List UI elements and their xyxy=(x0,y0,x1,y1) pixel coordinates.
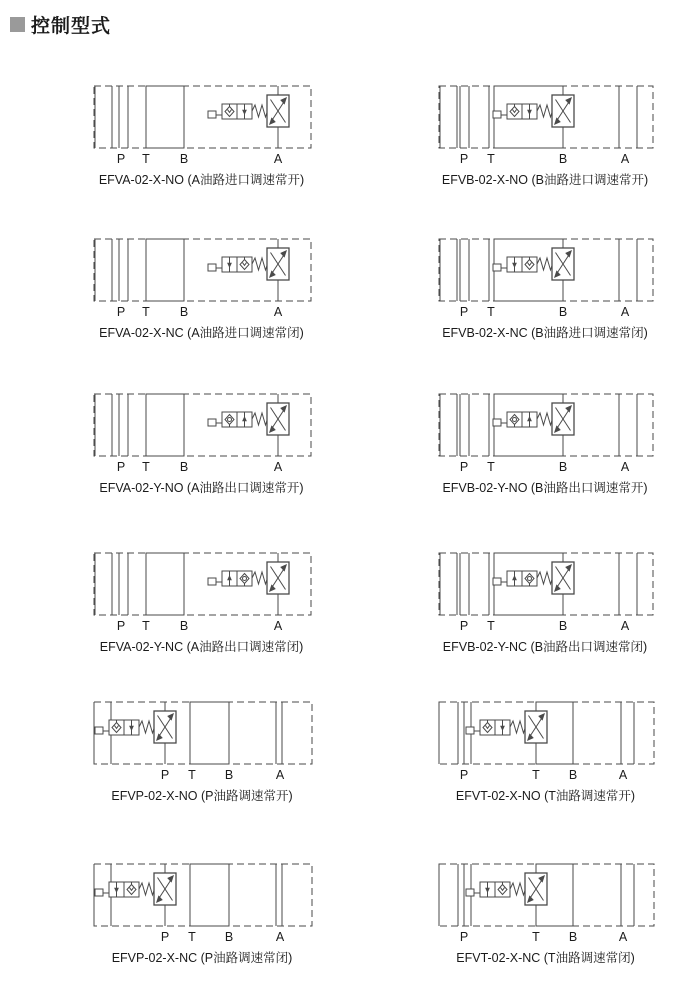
port-label-P: P xyxy=(459,768,469,782)
diagram-EFVT-02-X-NO xyxy=(438,701,659,803)
directional-valve-icon xyxy=(222,104,252,119)
schematic xyxy=(438,85,658,167)
port-label-A: A xyxy=(618,768,628,782)
diagram-caption: EFVA-02-Y-NC (A油路出口调速常闭) xyxy=(99,640,304,654)
diagram-caption: EFVP-02-X-NO (P油路调速常开) xyxy=(111,789,293,803)
port-label-A: A xyxy=(620,305,630,319)
port-label-P: P xyxy=(160,768,170,782)
port-label-T: T xyxy=(142,305,150,319)
schematic xyxy=(438,393,658,475)
schematic xyxy=(93,85,316,167)
port-label-P: P xyxy=(459,305,469,319)
diagram-EFVA-02-Y-NO xyxy=(93,393,316,495)
port-label-T: T xyxy=(188,930,196,944)
lever-icon xyxy=(208,111,222,118)
directional-valve-icon xyxy=(222,412,252,427)
port-label-T: T xyxy=(487,305,495,319)
schematic xyxy=(93,393,316,475)
diagram-EFVB-02-X-NO xyxy=(438,85,658,187)
lever-icon xyxy=(95,889,109,896)
spring-icon xyxy=(139,883,155,895)
port-label-B: B xyxy=(568,768,578,782)
port-label-A: A xyxy=(273,619,283,633)
diagram-EFVA-02-X-NO xyxy=(93,85,316,187)
directional-valve-icon xyxy=(507,104,537,119)
port-label-T: T xyxy=(487,460,495,474)
diagram-caption: EFVB-02-Y-NO (B油路出口调速常开) xyxy=(442,481,648,495)
section-header xyxy=(10,11,111,38)
spring-icon xyxy=(252,572,268,584)
throttle-icon xyxy=(552,248,574,280)
valve-symbol xyxy=(208,95,289,127)
diagram-EFVB-02-Y-NO xyxy=(438,393,658,495)
lever-icon xyxy=(95,727,109,734)
port-label-B: B xyxy=(558,305,568,319)
port-label-T: T xyxy=(142,152,150,166)
diagram-EFVT-02-X-NC xyxy=(438,863,659,965)
port-label-B: B xyxy=(558,152,568,166)
schematic xyxy=(93,701,317,783)
throttle-icon xyxy=(154,711,176,743)
throttle-icon xyxy=(267,403,289,435)
lever-icon xyxy=(493,111,507,118)
lever-icon xyxy=(493,578,507,585)
valve-symbol xyxy=(208,403,289,435)
spring-icon xyxy=(510,883,526,895)
port-label-A: A xyxy=(618,930,628,944)
port-label-P: P xyxy=(116,460,126,474)
port-label-P: P xyxy=(116,305,126,319)
valve-symbol xyxy=(493,562,574,594)
diagram-caption: EFVA-02-Y-NO (A油路出口调速常开) xyxy=(99,481,304,495)
port-label-A: A xyxy=(273,305,283,319)
diagram-EFVP-02-X-NO xyxy=(93,701,317,803)
port-label-P: P xyxy=(459,460,469,474)
valve-symbol xyxy=(493,403,574,435)
spring-icon xyxy=(537,413,553,425)
directional-valve-icon xyxy=(507,257,537,272)
spring-icon xyxy=(252,413,268,425)
throttle-icon xyxy=(552,562,574,594)
lever-icon xyxy=(493,419,507,426)
diagram-caption: EFVA-02-X-NC (A油路进口调速常闭) xyxy=(99,326,304,340)
port-label-B: B xyxy=(558,619,568,633)
port-label-B: B xyxy=(568,930,578,944)
directional-valve-icon xyxy=(109,882,139,897)
valve-symbol xyxy=(493,95,574,127)
lever-icon xyxy=(208,419,222,426)
throttle-icon xyxy=(154,873,176,905)
port-label-P: P xyxy=(459,152,469,166)
port-label-P: P xyxy=(459,930,469,944)
port-label-P: P xyxy=(116,152,126,166)
port-label-A: A xyxy=(620,619,630,633)
lever-icon xyxy=(208,264,222,271)
diagram-caption: EFVB-02-X-NO (B油路进口调速常开) xyxy=(441,173,649,187)
section-bullet-icon xyxy=(10,17,25,32)
valve-symbol xyxy=(466,873,547,905)
port-label-T: T xyxy=(487,152,495,166)
port-label-B: B xyxy=(179,305,189,319)
spring-icon xyxy=(537,105,553,117)
lever-icon xyxy=(493,264,507,271)
schematic xyxy=(438,863,659,945)
directional-valve-icon xyxy=(222,257,252,272)
lever-icon xyxy=(466,727,480,734)
directional-valve-icon xyxy=(222,571,252,586)
diagram-caption: EFVT-02-X-NO (T油路调速常开) xyxy=(455,789,636,803)
lever-icon xyxy=(466,889,480,896)
port-label-T: T xyxy=(532,930,540,944)
schematic xyxy=(438,238,658,320)
throttle-icon xyxy=(552,403,574,435)
port-label-B: B xyxy=(224,768,234,782)
diagram-caption: EFVA-02-X-NO (A油路进口调速常开) xyxy=(98,173,305,187)
section-title: 控制型式 xyxy=(31,16,112,37)
directional-valve-icon xyxy=(507,571,537,586)
spring-icon xyxy=(510,721,526,733)
port-label-B: B xyxy=(179,460,189,474)
schematic xyxy=(438,701,659,783)
valve-symbol xyxy=(95,873,176,905)
spring-icon xyxy=(537,572,553,584)
diagram-EFVP-02-X-NC xyxy=(93,863,317,965)
port-label-B: B xyxy=(224,930,234,944)
port-label-A: A xyxy=(273,152,283,166)
lever-icon xyxy=(208,578,222,585)
schematic xyxy=(93,238,316,320)
spring-icon xyxy=(252,105,268,117)
port-label-P: P xyxy=(459,619,469,633)
directional-valve-icon xyxy=(480,882,510,897)
port-label-A: A xyxy=(273,460,283,474)
port-label-P: P xyxy=(116,619,126,633)
port-label-B: B xyxy=(558,460,568,474)
valve-symbol xyxy=(208,248,289,280)
throttle-icon xyxy=(267,562,289,594)
valve-symbol xyxy=(208,562,289,594)
port-label-B: B xyxy=(179,152,189,166)
schematic xyxy=(438,552,658,634)
diagram-EFVB-02-X-NC xyxy=(438,238,658,340)
spring-icon xyxy=(139,721,155,733)
port-label-A: A xyxy=(620,152,630,166)
port-label-T: T xyxy=(142,619,150,633)
diagram-caption: EFVB-02-X-NC (B油路进口调速常闭) xyxy=(442,326,648,340)
valve-symbol xyxy=(493,248,574,280)
diagram-EFVA-02-Y-NC xyxy=(93,552,316,654)
directional-valve-icon xyxy=(109,720,139,735)
diagram-EFVA-02-X-NC xyxy=(93,238,316,340)
throttle-icon xyxy=(267,248,289,280)
directional-valve-icon xyxy=(507,412,537,427)
port-label-T: T xyxy=(188,768,196,782)
diagram-caption: EFVT-02-X-NC (T油路调速常闭) xyxy=(456,951,635,965)
port-label-P: P xyxy=(160,930,170,944)
valve-symbol xyxy=(466,711,547,743)
port-label-T: T xyxy=(142,460,150,474)
valve-symbol xyxy=(95,711,176,743)
spring-icon xyxy=(537,258,553,270)
throttle-icon xyxy=(552,95,574,127)
port-label-T: T xyxy=(532,768,540,782)
directional-valve-icon xyxy=(480,720,510,735)
port-label-A: A xyxy=(275,768,285,782)
diagram-EFVB-02-Y-NC xyxy=(438,552,658,654)
port-label-A: A xyxy=(275,930,285,944)
spring-icon xyxy=(252,258,268,270)
port-label-B: B xyxy=(179,619,189,633)
diagram-caption: EFVP-02-X-NC (P油路调速常闭) xyxy=(111,951,293,965)
throttle-icon xyxy=(267,95,289,127)
schematic xyxy=(93,552,316,634)
port-label-A: A xyxy=(620,460,630,474)
throttle-icon xyxy=(525,711,547,743)
throttle-icon xyxy=(525,873,547,905)
schematic xyxy=(93,863,317,945)
diagram-caption: EFVB-02-Y-NC (B油路出口调速常闭) xyxy=(442,640,648,654)
port-label-T: T xyxy=(487,619,495,633)
